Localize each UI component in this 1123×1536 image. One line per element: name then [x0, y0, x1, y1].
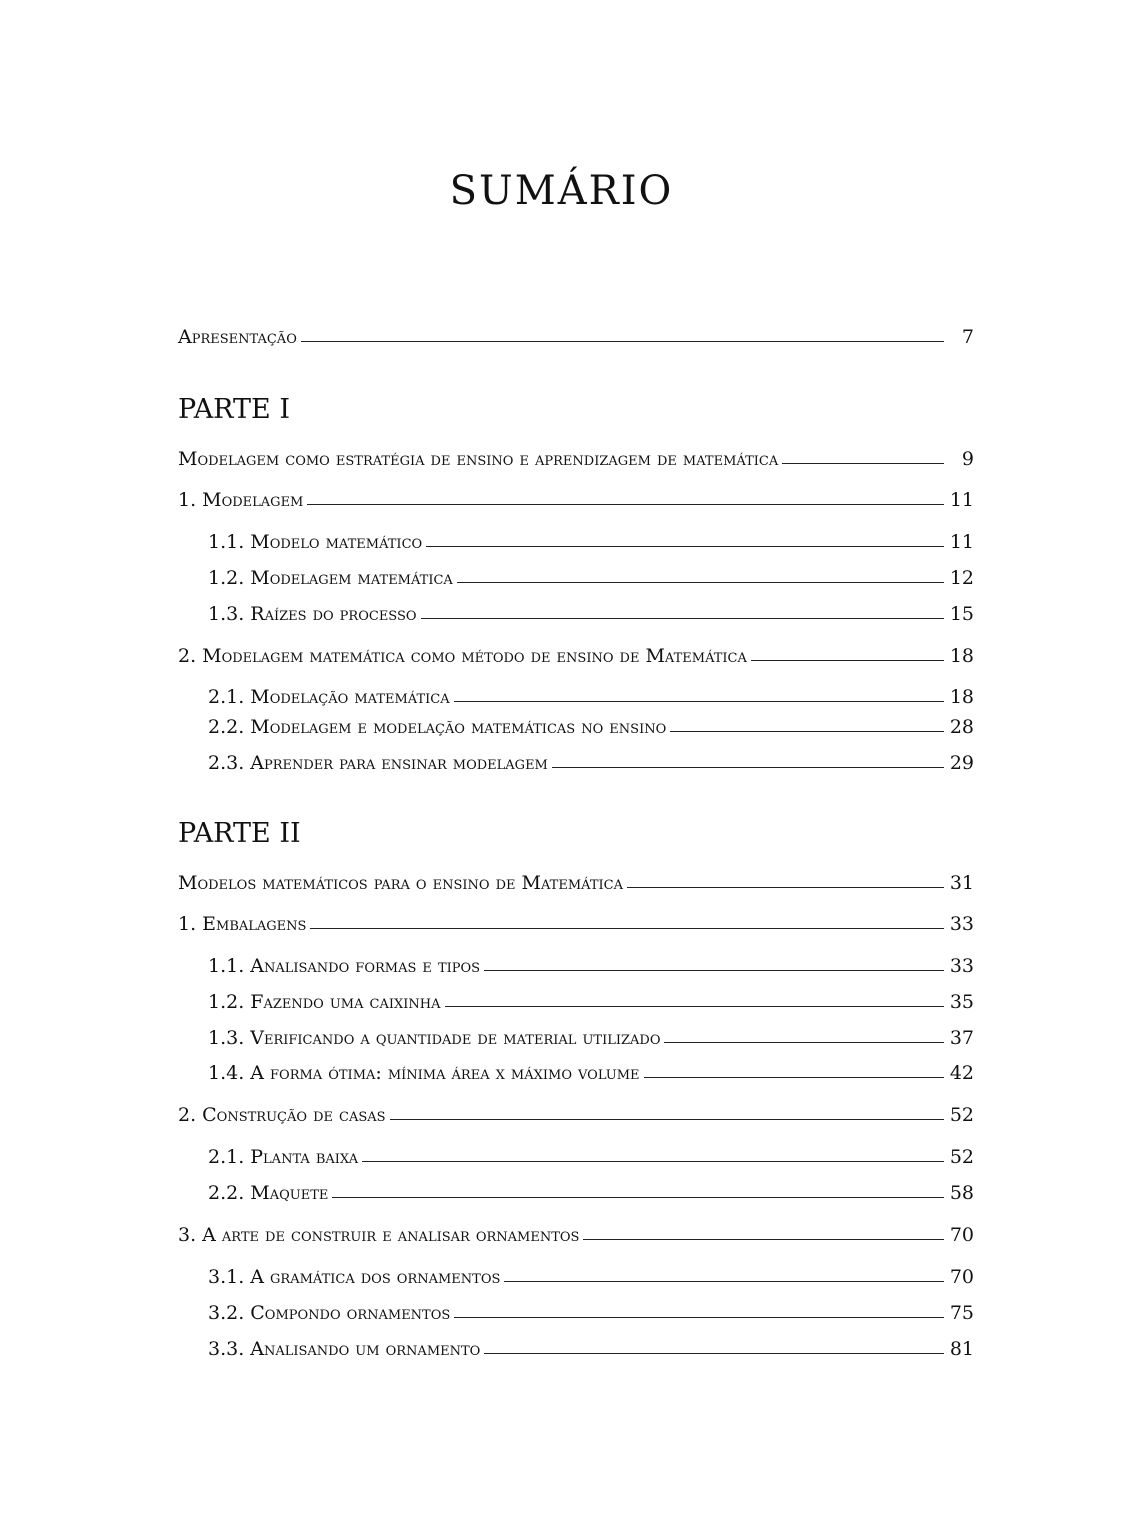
toc-leader-line: [310, 928, 943, 929]
toc-page-number: 42: [949, 1062, 974, 1084]
toc-entry-number: 1.2.: [208, 567, 245, 589]
toc-entry-label: Maquete: [250, 1182, 329, 1204]
toc-entry[interactable]: [208, 1258, 974, 1288]
toc-page-number: 29: [949, 752, 974, 774]
toc-entry[interactable]: [208, 983, 974, 1013]
toc-entry-label: A forma ótima: mínima área x máximo volume: [250, 1062, 640, 1084]
toc-entry-number: 3.: [178, 1224, 197, 1246]
toc-page-number: 52: [949, 1146, 974, 1168]
toc-entry-number: 1.3.: [208, 1027, 245, 1049]
toc-entry[interactable]: [208, 1330, 974, 1360]
toc-entry[interactable]: [178, 1096, 974, 1126]
part-heading-2: PARTE II: [178, 818, 301, 849]
toc-page-number: 33: [949, 955, 974, 977]
toc-entry-number: 2.2.: [208, 716, 245, 738]
toc-entry-number: 2.: [178, 1104, 197, 1126]
toc-leader-line: [426, 546, 944, 547]
toc-page-number: 58: [949, 1182, 974, 1204]
toc-page-number: 11: [949, 531, 974, 553]
toc-entry-number: 3.3.: [208, 1338, 245, 1360]
toc-entry[interactable]: [208, 523, 974, 553]
toc-entry[interactable]: [208, 595, 974, 625]
toc-entry[interactable]: [208, 708, 974, 738]
toc-entry-number: 3.2.: [208, 1302, 245, 1324]
toc-entry[interactable]: [208, 559, 974, 589]
toc-part1-intro[interactable]: [178, 440, 974, 470]
toc-entry-label: Planta baixa: [250, 1146, 359, 1168]
toc-entry-label: Analisando formas e tipos: [250, 955, 481, 977]
toc-leader-line: [307, 504, 943, 505]
toc-leader-line: [332, 1197, 943, 1198]
toc-entry-apresentacao[interactable]: [178, 318, 974, 348]
toc-leader-line: [670, 731, 944, 732]
toc-entry-label: A arte de construir e analisar ornamentos: [202, 1224, 580, 1246]
toc-leader-line: [504, 1281, 943, 1282]
toc-leader-line: [484, 970, 944, 971]
toc-entry-number: 1.1.: [208, 955, 245, 977]
toc-entry-number: 1.1.: [208, 531, 245, 553]
toc-page-number: 31: [949, 872, 974, 894]
toc-entry[interactable]: [208, 1294, 974, 1324]
toc-entry-number: 2.1.: [208, 686, 245, 708]
toc-entry-number: 2.1.: [208, 1146, 245, 1168]
toc-entry-number: 1.: [178, 489, 197, 511]
toc-page-number: 9: [961, 448, 974, 470]
toc-entry-number: 1.3.: [208, 603, 245, 625]
toc-entry[interactable]: [208, 1019, 974, 1049]
page-title: SUMÁRIO: [449, 168, 674, 214]
toc-entry-label: Modelagem e modelação matemáticas no ensino: [250, 716, 667, 738]
toc-entry-label: Raízes do processo: [250, 603, 417, 625]
toc-entry-number: 2.2.: [208, 1182, 245, 1204]
toc-entry[interactable]: [178, 637, 974, 667]
toc-entry-label: Modelagem matemática: [250, 567, 453, 589]
toc-entry-label: Apresentação: [178, 326, 297, 348]
toc-leader-line: [457, 582, 944, 583]
toc-page-number: 28: [949, 716, 974, 738]
toc-page-number: 11: [949, 489, 974, 511]
toc-entry[interactable]: [208, 947, 974, 977]
toc-page-number: 15: [949, 603, 974, 625]
toc-leader-line: [664, 1042, 943, 1043]
toc-page-number: 70: [949, 1266, 974, 1288]
toc-page-number: 12: [949, 567, 974, 589]
toc-entry-label: Compondo ornamentos: [250, 1302, 451, 1324]
toc-entry-label: Fazendo uma caixinha: [250, 991, 441, 1013]
toc-page-number: 70: [949, 1224, 974, 1246]
toc-page-number: 18: [949, 686, 974, 708]
toc-entry[interactable]: [208, 678, 974, 708]
toc-entry-label: Modelagem como estratégia de ensino e aprendizagem de matemática: [178, 448, 779, 470]
toc-entry-number: 2.: [178, 645, 197, 667]
toc-entry-label: Modelos matemáticos para o ensino de Matemática: [178, 872, 623, 894]
toc-entry-label: Verificando a quantidade de material utilizado: [250, 1027, 661, 1049]
toc-page-number: 52: [949, 1104, 974, 1126]
toc-entry-label: A gramática dos ornamentos: [250, 1266, 501, 1288]
toc-page-number: 37: [949, 1027, 974, 1049]
toc-entry-number: 1.4.: [208, 1062, 245, 1084]
toc-entry[interactable]: [178, 1216, 974, 1246]
toc-leader-line: [390, 1119, 944, 1120]
toc-page-number: 18: [949, 645, 974, 667]
toc-entry-label: Modelo matemático: [250, 531, 423, 553]
toc-leader-line: [627, 887, 944, 888]
toc-leader-line: [445, 1006, 944, 1007]
toc-leader-line: [301, 341, 944, 342]
toc-page-number: 33: [949, 913, 974, 935]
toc-entry-label: Embalagens: [202, 913, 307, 935]
toc-entry[interactable]: [208, 1138, 974, 1168]
toc-leader-line: [362, 1161, 944, 1162]
toc-entry[interactable]: [178, 481, 974, 511]
toc-entry-label: Aprender para ensinar modelagem: [250, 752, 548, 774]
toc-page-number: 75: [949, 1302, 974, 1324]
toc-leader-line: [583, 1239, 943, 1240]
toc-leader-line: [484, 1353, 943, 1354]
toc-entry-number: 2.3.: [208, 752, 245, 774]
toc-entry-label: Modelagem matemática como método de ensino de Matemática: [202, 645, 747, 667]
toc-page-number: 35: [949, 991, 974, 1013]
toc-entry-number: 3.1.: [208, 1266, 245, 1288]
toc-leader-line: [421, 618, 944, 619]
part-heading-1: PARTE I: [178, 394, 291, 425]
toc-entry-number: 1.: [178, 913, 197, 935]
toc-entry-label: Modelagem: [202, 489, 304, 511]
toc-leader-line: [454, 1317, 944, 1318]
toc-entry[interactable]: [208, 1174, 974, 1204]
toc-entry[interactable]: [178, 905, 974, 935]
toc-entry[interactable]: [208, 744, 974, 774]
toc-entry[interactable]: [208, 1054, 974, 1084]
toc-leader-line: [454, 701, 944, 702]
toc-part2-intro[interactable]: [178, 864, 974, 894]
toc-page-number: 7: [961, 326, 974, 348]
toc-page-number: 81: [949, 1338, 974, 1360]
toc-leader-line: [782, 463, 944, 464]
toc-leader-line: [751, 660, 944, 661]
toc-leader-line: [552, 767, 944, 768]
toc-entry-label: Analisando um ornamento: [250, 1338, 481, 1360]
toc-entry-label: Modelação matemática: [250, 686, 450, 708]
toc-entry-number: 1.2.: [208, 991, 245, 1013]
toc-leader-line: [644, 1077, 944, 1078]
toc-entry-label: Construção de casas: [202, 1104, 386, 1126]
